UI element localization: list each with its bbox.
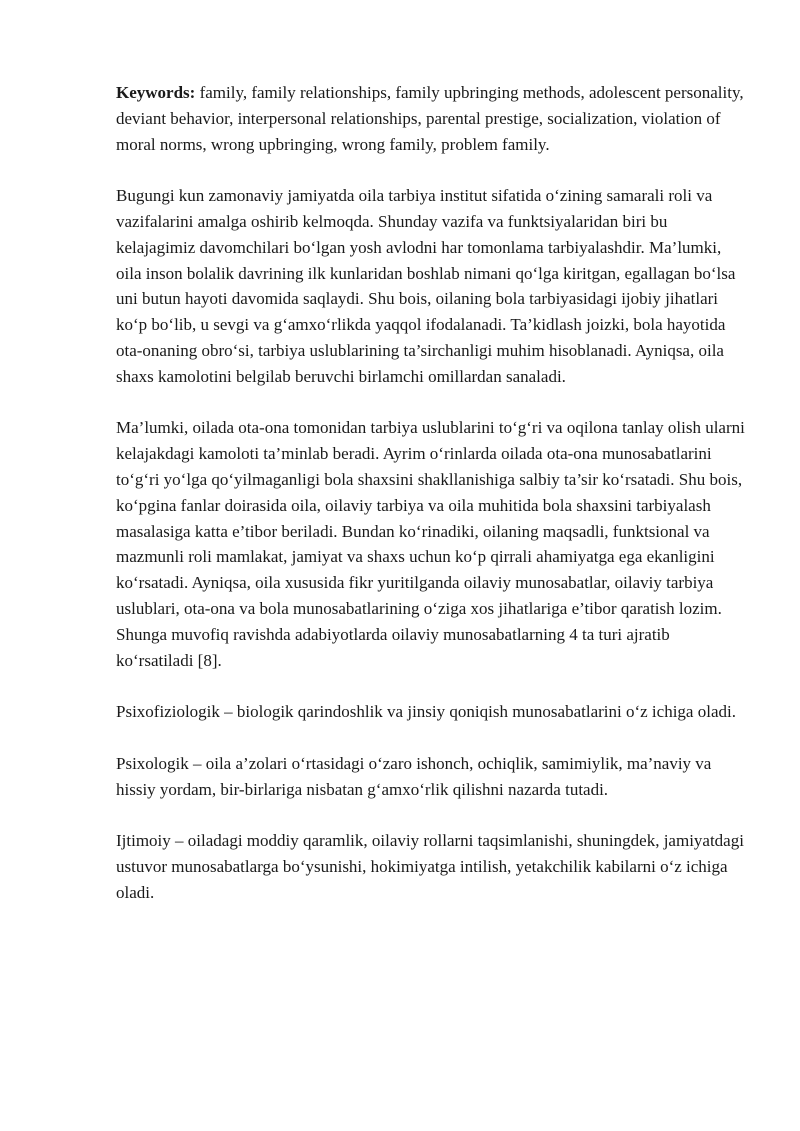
body-paragraph-psychological: Psixologik – oila a’zolari o‘rtasidagi o‘zaro ishonch, ochiqlik, samimiylik, ma’naviy va hissiy yordam, bir-birlariga nisbatan g‘amxo‘rlik qilishni nazarda tutadi. [116,753,712,799]
document-page [116,80,746,931]
body-paragraph-psychophysiological: Psixofiziologik – biologik qarindoshlik va jinsiy qoniqish munosabatlarini o‘z ichiga oladi. [116,702,736,722]
keywords-paragraph [116,80,746,157]
body-paragraph-upbringing: Ma’lumki, oilada ota-ona tomonidan tarbiya uslublarini to‘g‘ri va oqilona tanlay olish ularni kelajakdagi kamoloti ta’minlab beradi. Ayrim o‘rinlarda oilada ota-ona munosabatlarini to‘g‘ri yo‘lga qo‘yilmaganligi bola shaxsini shakllanishiga salbiy ta’sir ko‘rsatadi. Shu bois, ko‘pgina fanlar doirasida oila, oilaviy tarbiya va oila muhitida bola shaxsini tarbiyalash masalasiga katta e’tibor beriladi. Bundan ko‘rinadiki, oilaning maqsadli, funktsional va mazmunli roli mamlakat, jamiyat va shaxs uchun ko‘p qirrali ahamiyatga ega ekanligini ko‘rsatadi. Ayniqsa, oila xususida fikr yuritilganda oilaviy munosabatlar, oilaviy tarbiya uslublari, ota-ona va bola munosabatlarining o‘ziga xos jihatlariga e’tibor qaratish lozim. Shunga muvofiq ravishda adabiyotlarda oilaviy munosabatlarning 4 ta turi ajratib ko‘rsatiladi [8]. [116,418,745,670]
body-paragraph-intro: Bugungi kun zamonaviy jamiyatda oila tarbiya institut sifatida o‘zining samarali roli va vazifalarini amalga oshirib kelmoqda. Shunday vazifa va funktsiyalaridan biri bu kelajagimiz davomchilari bo‘lgan yosh avlodni har tomonlama tarbiyalashdir. Ma’lumki, oila inson bolalik davrining ilk kunlaridan boshlab nimani qo‘lga kiritgan, egallagan bo‘lsa uni butun hayoti davomida saqlaydi. Shu bois, oilaning bola tarbiyasidagi ijobiy jihatlari ko‘p bo‘lib, u sevgi va g‘amxo‘rlikda yaqqol ifodalanadi. Ta’kidlash joizki, bola hayotida ota-onaning obro‘si, tarbiya uslublarining ta’sirchanligi muhim hisoblanadi. Ayniqsa, oila shaxs kamolotini belgilab beruvchi birlamchi omillardan sanaladi. [116,186,736,386]
keywords-label: Keywords: [116,83,196,102]
body-paragraph-social: Ijtimoiy – oiladagi moddiy qaramlik, oilaviy rollarni taqsimlanishi, shuningdek, jamiyatdagi ustuvor munosabatlarga bo‘ysunishi, hokimiyatga intilish, yetakchilik kabilarni o‘z ichiga oladi. [116,831,744,902]
keywords-text: family, family relationships, family upbringing methods, adolescent personality, deviant behavior, interpersonal relationships, parental prestige, socialization, violation of moral norms, wrong upbringing, wrong family, problem family. [116,83,744,154]
